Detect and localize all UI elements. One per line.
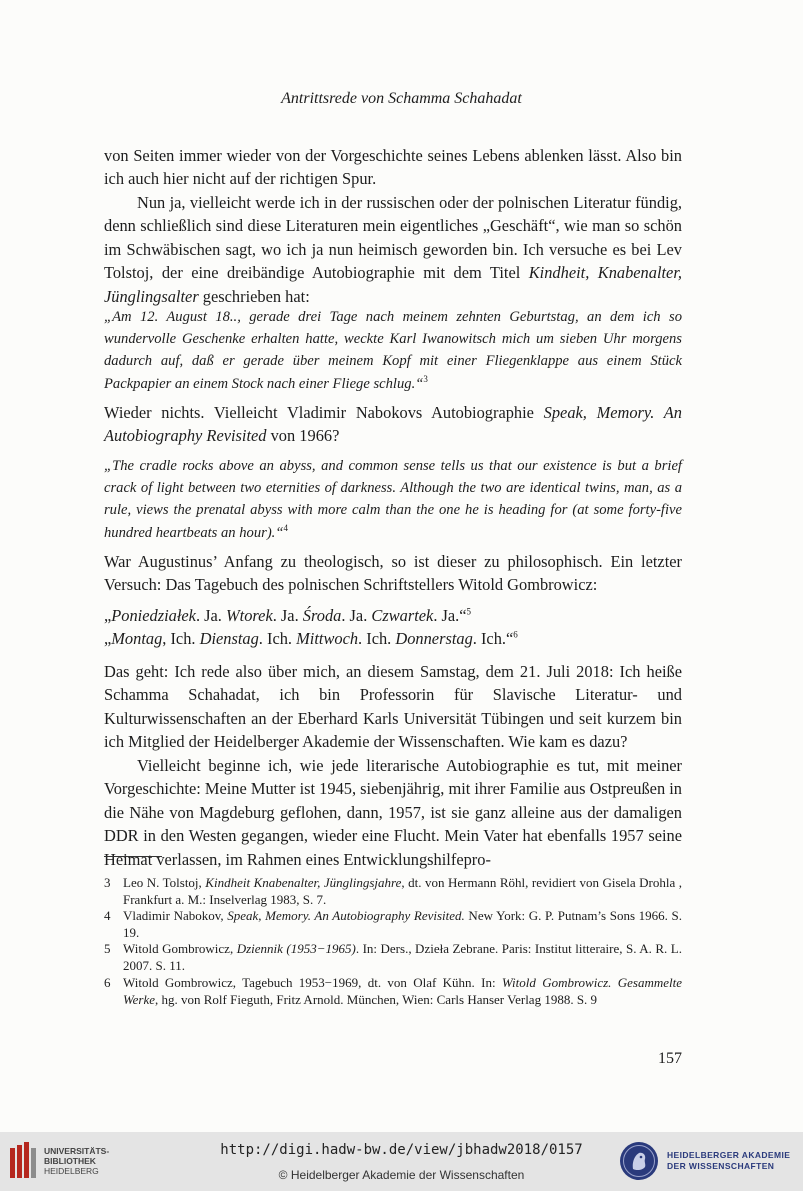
footnote-divider xyxy=(104,856,162,857)
academy-seal-icon xyxy=(619,1141,659,1181)
footnote-ref: 5 xyxy=(466,606,472,617)
university-library-name: UNIVERSITÄTS- BIBLIOTHEK HEIDELBERG xyxy=(44,1146,110,1176)
footnote-ref: 4 xyxy=(283,522,288,533)
gombrowicz-line-polish: „Poniedziałek. Ja. Wtorek. Ja. Środa. Ja. Czwartek. Ja.“$^5$ xyxy=(104,606,472,625)
paragraph-4: War Augustinus’ Anfang zu theologisch, so ist dieser zu philosophisch. Ein letzter Versuch: Das Tagebuch des polnischen Schriftstellers Witold Gombrowicz: xyxy=(104,552,682,595)
quote-tolstoj: „Am 12. August 18.., gerade drei Tage nach meinem zehnten Geburtstag, an dem ich so wundervolle Geschenke erhalten hatte, weckte Karl Iwanowitsch mich um sieben Uhr morgens dadurch auf, daß er gerade über meinem Kopf mit einer Fliegenklappe aus einem Stück Packpapier an einem Stock nach einer Fliege schlug.“$^3$ xyxy=(104,309,682,392)
book-title: Speak, Memory. An Autobiography Revisited xyxy=(104,403,682,446)
permalink-url[interactable]: http://digi.hadw-bw.de/view/jbhadw2018/0157 xyxy=(220,1142,583,1158)
viewer-footer xyxy=(0,1132,803,1191)
paragraph-5: Das geht: Ich rede also über mich, an diesem Samstag, dem 21. Juli 2018: Ich heiße Schamma Schahadat, ich bin Professorin für Slavische Literatur- und Kulturwissenschaften an der Eberhard Karls Universität Tübingen und seit kurzem bin ich Mitglied der Heidelberger Akademie der Wissenschaften. Wie kam es dazu? xyxy=(104,662,682,752)
gombrowicz-line-german: „Montag, Ich. Dienstag. Ich. Mittwoch. Ich. Donnerstag. Ich.“$^6$ xyxy=(104,629,518,648)
paragraph-1: von Seiten immer wieder von der Vorgeschichte seines Lebens ablenken lässt. Also bin ich auch hier nicht auf der richtigen Spur. xyxy=(104,146,682,189)
book-title: Kindheit, Knabenalter, Jünglingsalter xyxy=(104,263,682,306)
footnote-ref: 6 xyxy=(513,629,518,640)
page-number: 157 xyxy=(658,1050,682,1067)
copyright-notice: © Heidelberger Akademie der Wissenschaften xyxy=(278,1168,525,1182)
paragraph-6: Vielleicht beginne ich, wie jede literarische Autobiographie es tut, mit meiner Vorgeschichte: Meine Mutter ist 1945, siebenjährig, mit ihrer Familie aus Ostpreußen in die Nähe von Magdeburg geflohen, dann, 1957, ist sie ganz alleine aus der damaligen DDR in den Westen gegangen, wieder eine Flucht. Mein Vater hat ebenfalls 1957 seine Heimat verlassen, im Rahmen eines Entwicklungshilfepro- xyxy=(104,756,682,869)
paragraph-3: Wieder nichts. Vielleicht Vladimir Nabokovs Autobiographie Speak, Memory. An Autobiography Revisited von 1966? xyxy=(104,403,682,446)
footnote-4: 4 Vladimir Nabokov, Speak, Memory. An Autobiography Revisited. New York: G. P. Putnam’s Sons 1966. S. 19. xyxy=(104,908,683,940)
quote-nabokov: „The cradle rocks above an abyss, and common sense tells us that our existence is but a brief crack of light between two eternities of darkness. Although the two are identical twins, man, as a rule, views the prenatal abyss with more calm than the one he is heading for (at some forty-five hundred heartbeats an hour).“$^4$ xyxy=(104,458,682,541)
academy-name: HEIDELBERGER AKADEMIE DER WISSENSCHAFTEN xyxy=(667,1150,791,1171)
footnote-ref: 3 xyxy=(423,373,428,384)
footnote-3: 3 Leo N. Tolstoj, Kindheit Knabenalter, Jünglingsjahre, dt. von Hermann Röhl, revidiert von Gisela Drohla , Frankfurt a. M.: Inselverlag 1983, S. 7. xyxy=(104,875,682,907)
footnote-6: 6 Witold Gombrowicz, Tagebuch 1953−1969, dt. von Olaf Kühn. In: Witold Gombrowicz. Gesammelte Werke, hg. von Rolf Fieguth, Fritz Arnold. München, Wien: Carls Hanser Verlag 1988. S. 9 xyxy=(104,975,683,1007)
running-header: Antrittsrede von Schamma Schahadat xyxy=(281,90,522,107)
footnote-5: 5 Witold Gombrowicz, Dziennik (1953−1965). In: Ders., Dzieła Zebrane. Paris: Institut litteraire, S. A. R. L. 2007. S. 11. xyxy=(104,941,682,973)
paragraph-2: Nun ja, vielleicht werde ich in der russischen oder der polnischen Literatur fündig, denn schließlich sind diese Literaturen mein eigentliches „Geschäft“, wie man so schön im Schwäbischen sagt, wo ich ja nun heimisch geworden bin. Ich versuche es bei Lev Tolstoj, der eine dreibändige Autobiographie mit dem Titel Kindheit, Knabenalter, Jünglingsalter geschrieben hat: xyxy=(104,193,682,306)
